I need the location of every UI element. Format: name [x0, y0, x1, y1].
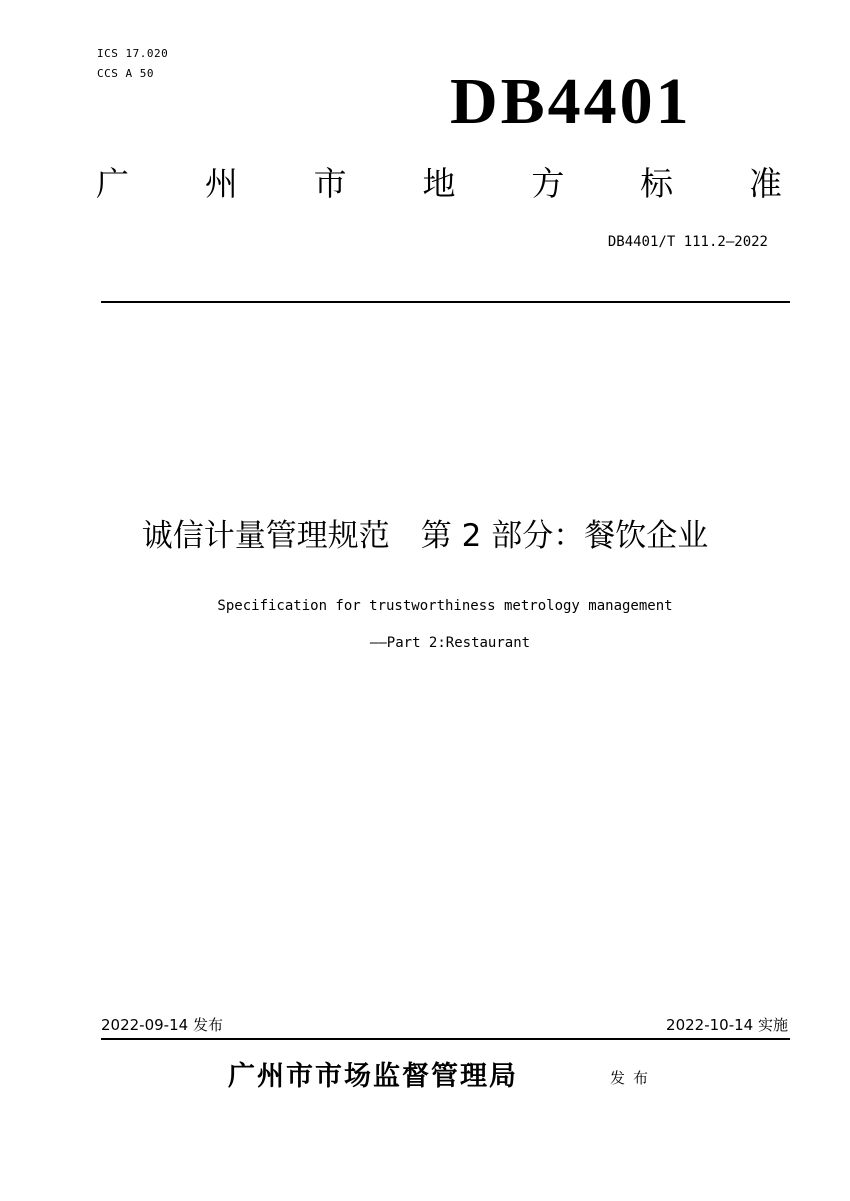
- heading-char: 广: [96, 164, 129, 203]
- implement-date: 2022-10-14 实施: [666, 1016, 788, 1034]
- english-title-line2: ——Part 2:Restaurant: [369, 635, 531, 651]
- standard-number: DB4401/T 111.2—2022: [607, 234, 768, 250]
- heading-char: 地: [422, 164, 456, 203]
- heading-char: 州: [204, 164, 238, 203]
- standard-code-mark: DB4401: [450, 65, 692, 138]
- publish-date: 2022-09-14 发布: [101, 1016, 223, 1034]
- ics-code: ICS 17.020: [97, 47, 169, 60]
- city-standard-heading: [96, 162, 782, 206]
- heading-char: 标: [640, 164, 674, 203]
- issuing-authority: 广州市市场监督管理局: [228, 1061, 518, 1092]
- classification-codes: [97, 44, 168, 84]
- chinese-title: 诚信计量管理规范 第 2 部分：餐饮企业: [141, 518, 709, 554]
- bottom-divider: [101, 1038, 790, 1040]
- english-title-line1: Specification for trustworthiness metrology management: [217, 598, 673, 614]
- issue-label: 发布: [610, 1069, 657, 1087]
- heading-char: 方: [531, 164, 565, 203]
- ccs-code: CCS A 50: [97, 67, 154, 80]
- top-divider: [101, 301, 790, 303]
- heading-char: 市: [313, 164, 347, 203]
- heading-char: 准: [748, 164, 782, 203]
